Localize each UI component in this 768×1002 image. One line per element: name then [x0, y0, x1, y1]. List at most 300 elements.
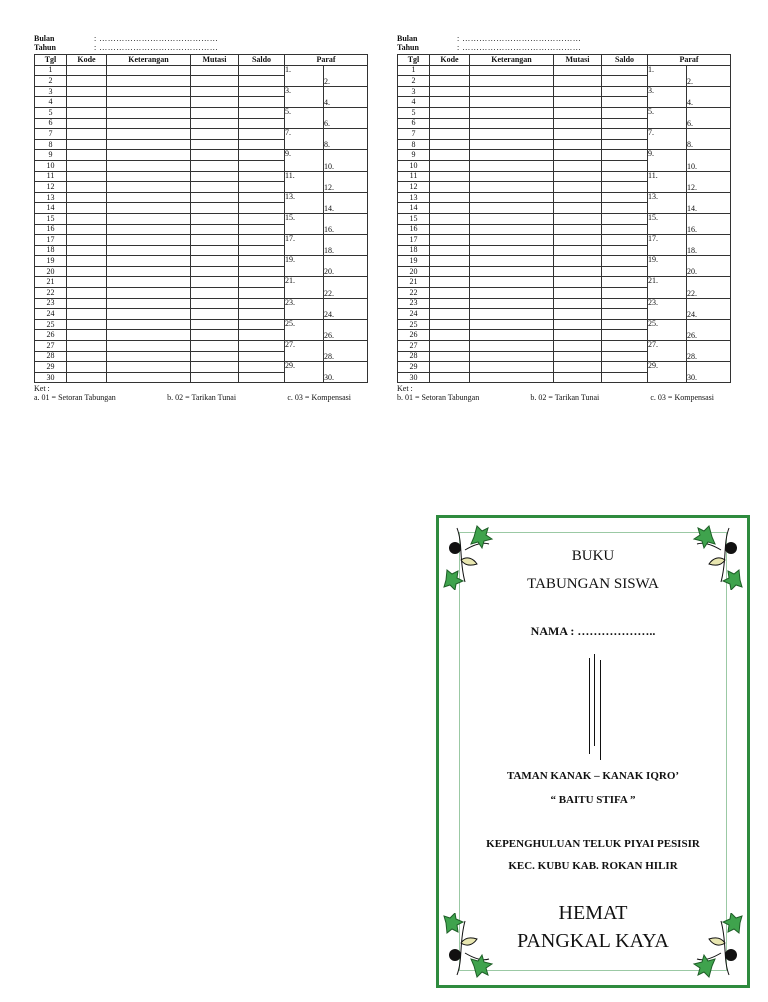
saldo-cell[interactable]	[602, 298, 648, 309]
keterangan-cell[interactable]	[107, 330, 191, 341]
paraf-cell-odd[interactable]: 15.	[648, 213, 687, 234]
kode-cell[interactable]	[430, 86, 470, 97]
keterangan-cell[interactable]	[107, 160, 191, 171]
saldo-cell[interactable]	[602, 107, 648, 118]
keterangan-cell[interactable]	[470, 266, 554, 277]
saldo-cell[interactable]	[239, 330, 285, 341]
mutasi-cell[interactable]	[191, 129, 239, 140]
saldo-cell[interactable]	[602, 139, 648, 150]
saldo-cell[interactable]	[239, 266, 285, 277]
kode-cell[interactable]	[430, 224, 470, 235]
keterangan-cell[interactable]	[470, 160, 554, 171]
kode-cell[interactable]	[430, 182, 470, 193]
saldo-cell[interactable]	[239, 192, 285, 203]
paraf-cell-odd[interactable]: 23.	[285, 298, 324, 319]
saldo-cell[interactable]	[602, 118, 648, 129]
kode-cell[interactable]	[430, 76, 470, 87]
saldo-cell[interactable]	[239, 139, 285, 150]
kode-cell[interactable]	[430, 139, 470, 150]
keterangan-cell[interactable]	[470, 182, 554, 193]
kode-cell[interactable]	[67, 256, 107, 267]
mutasi-cell[interactable]	[191, 171, 239, 182]
mutasi-cell[interactable]	[191, 86, 239, 97]
keterangan-cell[interactable]	[470, 362, 554, 373]
paraf-cell-odd[interactable]: 1.	[648, 65, 687, 86]
saldo-cell[interactable]	[602, 330, 648, 341]
kode-cell[interactable]	[67, 362, 107, 373]
saldo-cell[interactable]	[239, 256, 285, 267]
keterangan-cell[interactable]	[470, 319, 554, 330]
kode-cell[interactable]	[67, 235, 107, 246]
paraf-cell-even[interactable]: 8.	[324, 129, 368, 150]
saldo-cell[interactable]	[602, 362, 648, 373]
kode-cell[interactable]	[67, 192, 107, 203]
kode-cell[interactable]	[67, 76, 107, 87]
keterangan-cell[interactable]	[470, 288, 554, 299]
saldo-cell[interactable]	[602, 182, 648, 193]
paraf-cell-odd[interactable]: 3.	[648, 86, 687, 107]
mutasi-cell[interactable]	[191, 213, 239, 224]
keterangan-cell[interactable]	[107, 65, 191, 76]
mutasi-cell[interactable]	[554, 256, 602, 267]
kode-cell[interactable]	[430, 298, 470, 309]
paraf-cell-odd[interactable]: 13.	[648, 192, 687, 213]
kode-cell[interactable]	[67, 150, 107, 161]
keterangan-cell[interactable]	[107, 118, 191, 129]
paraf-cell-even[interactable]: 26.	[687, 319, 731, 340]
saldo-cell[interactable]	[602, 256, 648, 267]
saldo-cell[interactable]	[602, 86, 648, 97]
kode-cell[interactable]	[67, 86, 107, 97]
paraf-cell-even[interactable]: 2.	[324, 65, 368, 86]
kode-cell[interactable]	[430, 129, 470, 140]
keterangan-cell[interactable]	[470, 256, 554, 267]
keterangan-cell[interactable]	[107, 266, 191, 277]
kode-cell[interactable]	[67, 65, 107, 76]
mutasi-cell[interactable]	[554, 224, 602, 235]
saldo-cell[interactable]	[239, 362, 285, 373]
mutasi-cell[interactable]	[191, 203, 239, 214]
mutasi-cell[interactable]	[554, 351, 602, 362]
paraf-cell-even[interactable]: 6.	[687, 107, 731, 128]
saldo-cell[interactable]	[239, 245, 285, 256]
paraf-cell-even[interactable]: 10.	[687, 150, 731, 171]
paraf-cell-odd[interactable]: 29.	[648, 362, 687, 383]
paraf-cell-odd[interactable]: 17.	[648, 235, 687, 256]
keterangan-cell[interactable]	[470, 192, 554, 203]
keterangan-cell[interactable]	[470, 86, 554, 97]
paraf-cell-odd[interactable]: 29.	[285, 362, 324, 383]
kode-cell[interactable]	[67, 309, 107, 320]
keterangan-cell[interactable]	[107, 351, 191, 362]
paraf-cell-even[interactable]: 14.	[687, 192, 731, 213]
kode-cell[interactable]	[430, 213, 470, 224]
keterangan-cell[interactable]	[107, 86, 191, 97]
kode-cell[interactable]	[67, 129, 107, 140]
kode-cell[interactable]	[430, 277, 470, 288]
kode-cell[interactable]	[430, 203, 470, 214]
saldo-cell[interactable]	[239, 171, 285, 182]
saldo-cell[interactable]	[239, 65, 285, 76]
mutasi-cell[interactable]	[191, 192, 239, 203]
kode-cell[interactable]	[430, 288, 470, 299]
saldo-cell[interactable]	[239, 351, 285, 362]
saldo-cell[interactable]	[239, 182, 285, 193]
kode-cell[interactable]	[67, 351, 107, 362]
saldo-cell[interactable]	[239, 288, 285, 299]
saldo-cell[interactable]	[239, 341, 285, 352]
kode-cell[interactable]	[430, 171, 470, 182]
paraf-cell-even[interactable]: 18.	[324, 235, 368, 256]
keterangan-cell[interactable]	[470, 298, 554, 309]
saldo-cell[interactable]	[239, 160, 285, 171]
paraf-cell-odd[interactable]: 5.	[648, 107, 687, 128]
saldo-cell[interactable]	[602, 266, 648, 277]
kode-cell[interactable]	[430, 107, 470, 118]
paraf-cell-even[interactable]: 12.	[324, 171, 368, 192]
saldo-cell[interactable]	[602, 245, 648, 256]
kode-cell[interactable]	[430, 309, 470, 320]
paraf-cell-odd[interactable]: 21.	[285, 277, 324, 298]
kode-cell[interactable]	[67, 330, 107, 341]
saldo-cell[interactable]	[239, 372, 285, 383]
paraf-cell-odd[interactable]: 9.	[648, 150, 687, 171]
kode-cell[interactable]	[430, 118, 470, 129]
saldo-cell[interactable]	[239, 203, 285, 214]
paraf-cell-odd[interactable]: 23.	[648, 298, 687, 319]
paraf-cell-odd[interactable]: 27.	[285, 341, 324, 362]
keterangan-cell[interactable]	[470, 203, 554, 214]
mutasi-cell[interactable]	[554, 341, 602, 352]
paraf-cell-odd[interactable]: 17.	[285, 235, 324, 256]
kode-cell[interactable]	[67, 341, 107, 352]
saldo-cell[interactable]	[602, 235, 648, 246]
mutasi-cell[interactable]	[191, 150, 239, 161]
saldo-cell[interactable]	[239, 224, 285, 235]
keterangan-cell[interactable]	[107, 139, 191, 150]
mutasi-cell[interactable]	[191, 139, 239, 150]
saldo-cell[interactable]	[602, 192, 648, 203]
mutasi-cell[interactable]	[554, 235, 602, 246]
saldo-cell[interactable]	[602, 372, 648, 383]
paraf-cell-even[interactable]: 24.	[687, 298, 731, 319]
kode-cell[interactable]	[67, 160, 107, 171]
mutasi-cell[interactable]	[554, 160, 602, 171]
keterangan-cell[interactable]	[107, 245, 191, 256]
keterangan-cell[interactable]	[107, 235, 191, 246]
keterangan-cell[interactable]	[107, 309, 191, 320]
saldo-cell[interactable]	[602, 213, 648, 224]
kode-cell[interactable]	[430, 97, 470, 108]
keterangan-cell[interactable]	[470, 341, 554, 352]
kode-cell[interactable]	[430, 245, 470, 256]
kode-cell[interactable]	[430, 362, 470, 373]
paraf-cell-even[interactable]: 4.	[687, 86, 731, 107]
saldo-cell[interactable]	[602, 150, 648, 161]
paraf-cell-odd[interactable]: 7.	[285, 129, 324, 150]
mutasi-cell[interactable]	[191, 107, 239, 118]
mutasi-cell[interactable]	[191, 65, 239, 76]
saldo-cell[interactable]	[239, 235, 285, 246]
mutasi-cell[interactable]	[554, 76, 602, 87]
mutasi-cell[interactable]	[554, 86, 602, 97]
mutasi-cell[interactable]	[191, 362, 239, 373]
paraf-cell-even[interactable]: 4.	[324, 86, 368, 107]
keterangan-cell[interactable]	[107, 298, 191, 309]
kode-cell[interactable]	[67, 245, 107, 256]
paraf-cell-even[interactable]: 24.	[324, 298, 368, 319]
paraf-cell-even[interactable]: 12.	[687, 171, 731, 192]
mutasi-cell[interactable]	[191, 266, 239, 277]
paraf-cell-odd[interactable]: 19.	[285, 256, 324, 277]
mutasi-cell[interactable]	[554, 65, 602, 76]
paraf-cell-even[interactable]: 20.	[687, 256, 731, 277]
paraf-cell-odd[interactable]: 19.	[648, 256, 687, 277]
paraf-cell-even[interactable]: 28.	[687, 341, 731, 362]
paraf-cell-even[interactable]: 22.	[687, 277, 731, 298]
mutasi-cell[interactable]	[191, 341, 239, 352]
saldo-cell[interactable]	[602, 171, 648, 182]
kode-cell[interactable]	[67, 107, 107, 118]
keterangan-cell[interactable]	[470, 245, 554, 256]
paraf-cell-odd[interactable]: 11.	[285, 171, 324, 192]
kode-cell[interactable]	[430, 256, 470, 267]
paraf-cell-odd[interactable]: 15.	[285, 213, 324, 234]
mutasi-cell[interactable]	[191, 330, 239, 341]
mutasi-cell[interactable]	[554, 362, 602, 373]
paraf-cell-even[interactable]: 18.	[687, 235, 731, 256]
keterangan-cell[interactable]	[107, 107, 191, 118]
saldo-cell[interactable]	[602, 203, 648, 214]
paraf-cell-odd[interactable]: 1.	[285, 65, 324, 86]
keterangan-cell[interactable]	[470, 139, 554, 150]
keterangan-cell[interactable]	[107, 288, 191, 299]
keterangan-cell[interactable]	[107, 224, 191, 235]
mutasi-cell[interactable]	[554, 288, 602, 299]
mutasi-cell[interactable]	[554, 309, 602, 320]
mutasi-cell[interactable]	[191, 319, 239, 330]
paraf-cell-even[interactable]: 28.	[324, 341, 368, 362]
saldo-cell[interactable]	[239, 150, 285, 161]
paraf-cell-even[interactable]: 30.	[687, 362, 731, 383]
saldo-cell[interactable]	[602, 160, 648, 171]
mutasi-cell[interactable]	[554, 372, 602, 383]
saldo-cell[interactable]	[239, 277, 285, 288]
kode-cell[interactable]	[67, 288, 107, 299]
paraf-cell-odd[interactable]: 3.	[285, 86, 324, 107]
kode-cell[interactable]	[67, 118, 107, 129]
saldo-cell[interactable]	[602, 309, 648, 320]
mutasi-cell[interactable]	[191, 76, 239, 87]
kode-cell[interactable]	[430, 65, 470, 76]
keterangan-cell[interactable]	[107, 150, 191, 161]
keterangan-cell[interactable]	[107, 277, 191, 288]
keterangan-cell[interactable]	[470, 309, 554, 320]
mutasi-cell[interactable]	[554, 298, 602, 309]
paraf-cell-even[interactable]: 26.	[324, 319, 368, 340]
saldo-cell[interactable]	[239, 107, 285, 118]
mutasi-cell[interactable]	[191, 277, 239, 288]
kode-cell[interactable]	[67, 319, 107, 330]
mutasi-cell[interactable]	[554, 277, 602, 288]
kode-cell[interactable]	[430, 372, 470, 383]
keterangan-cell[interactable]	[107, 97, 191, 108]
mutasi-cell[interactable]	[554, 129, 602, 140]
keterangan-cell[interactable]	[470, 150, 554, 161]
saldo-cell[interactable]	[239, 213, 285, 224]
keterangan-cell[interactable]	[107, 76, 191, 87]
saldo-cell[interactable]	[239, 129, 285, 140]
mutasi-cell[interactable]	[191, 372, 239, 383]
kode-cell[interactable]	[67, 213, 107, 224]
keterangan-cell[interactable]	[470, 171, 554, 182]
mutasi-cell[interactable]	[554, 171, 602, 182]
paraf-cell-odd[interactable]: 13.	[285, 192, 324, 213]
kode-cell[interactable]	[430, 319, 470, 330]
kode-cell[interactable]	[67, 97, 107, 108]
saldo-cell[interactable]	[602, 129, 648, 140]
mutasi-cell[interactable]	[554, 182, 602, 193]
mutasi-cell[interactable]	[191, 97, 239, 108]
paraf-cell-even[interactable]: 20.	[324, 256, 368, 277]
mutasi-cell[interactable]	[191, 288, 239, 299]
saldo-cell[interactable]	[239, 97, 285, 108]
keterangan-cell[interactable]	[107, 319, 191, 330]
mutasi-cell[interactable]	[554, 245, 602, 256]
saldo-cell[interactable]	[239, 76, 285, 87]
mutasi-cell[interactable]	[191, 256, 239, 267]
saldo-cell[interactable]	[602, 351, 648, 362]
mutasi-cell[interactable]	[554, 97, 602, 108]
keterangan-cell[interactable]	[107, 182, 191, 193]
mutasi-cell[interactable]	[554, 107, 602, 118]
keterangan-cell[interactable]	[107, 362, 191, 373]
paraf-cell-even[interactable]: 8.	[687, 129, 731, 150]
kode-cell[interactable]	[67, 266, 107, 277]
saldo-cell[interactable]	[602, 224, 648, 235]
saldo-cell[interactable]	[239, 86, 285, 97]
mutasi-cell[interactable]	[554, 330, 602, 341]
paraf-cell-even[interactable]: 2.	[687, 65, 731, 86]
keterangan-cell[interactable]	[107, 203, 191, 214]
mutasi-cell[interactable]	[191, 298, 239, 309]
saldo-cell[interactable]	[602, 277, 648, 288]
kode-cell[interactable]	[430, 330, 470, 341]
paraf-cell-even[interactable]: 22.	[324, 277, 368, 298]
kode-cell[interactable]	[67, 224, 107, 235]
paraf-cell-odd[interactable]: 25.	[648, 319, 687, 340]
saldo-cell[interactable]	[602, 341, 648, 352]
keterangan-cell[interactable]	[470, 129, 554, 140]
paraf-cell-odd[interactable]: 7.	[648, 129, 687, 150]
kode-cell[interactable]	[430, 150, 470, 161]
paraf-cell-odd[interactable]: 25.	[285, 319, 324, 340]
mutasi-cell[interactable]	[191, 182, 239, 193]
kode-cell[interactable]	[67, 182, 107, 193]
keterangan-cell[interactable]	[470, 213, 554, 224]
saldo-cell[interactable]	[602, 76, 648, 87]
mutasi-cell[interactable]	[554, 203, 602, 214]
keterangan-cell[interactable]	[470, 330, 554, 341]
keterangan-cell[interactable]	[470, 118, 554, 129]
keterangan-cell[interactable]	[107, 171, 191, 182]
paraf-cell-even[interactable]: 14.	[324, 192, 368, 213]
paraf-cell-odd[interactable]: 9.	[285, 150, 324, 171]
keterangan-cell[interactable]	[470, 235, 554, 246]
keterangan-cell[interactable]	[470, 97, 554, 108]
keterangan-cell[interactable]	[470, 107, 554, 118]
kode-cell[interactable]	[67, 372, 107, 383]
saldo-cell[interactable]	[239, 319, 285, 330]
keterangan-cell[interactable]	[107, 256, 191, 267]
kode-cell[interactable]	[67, 277, 107, 288]
saldo-cell[interactable]	[239, 309, 285, 320]
mutasi-cell[interactable]	[554, 139, 602, 150]
paraf-cell-even[interactable]: 16.	[324, 213, 368, 234]
mutasi-cell[interactable]	[191, 245, 239, 256]
keterangan-cell[interactable]	[470, 65, 554, 76]
kode-cell[interactable]	[67, 139, 107, 150]
paraf-cell-even[interactable]: 16.	[687, 213, 731, 234]
mutasi-cell[interactable]	[191, 118, 239, 129]
kode-cell[interactable]	[67, 298, 107, 309]
kode-cell[interactable]	[430, 351, 470, 362]
kode-cell[interactable]	[430, 192, 470, 203]
keterangan-cell[interactable]	[470, 224, 554, 235]
kode-cell[interactable]	[430, 160, 470, 171]
paraf-cell-even[interactable]: 10.	[324, 150, 368, 171]
mutasi-cell[interactable]	[191, 235, 239, 246]
saldo-cell[interactable]	[239, 298, 285, 309]
kode-cell[interactable]	[430, 266, 470, 277]
mutasi-cell[interactable]	[554, 266, 602, 277]
keterangan-cell[interactable]	[107, 341, 191, 352]
paraf-cell-odd[interactable]: 11.	[648, 171, 687, 192]
saldo-cell[interactable]	[602, 288, 648, 299]
mutasi-cell[interactable]	[191, 351, 239, 362]
saldo-cell[interactable]	[602, 319, 648, 330]
keterangan-cell[interactable]	[107, 372, 191, 383]
keterangan-cell[interactable]	[107, 129, 191, 140]
keterangan-cell[interactable]	[470, 372, 554, 383]
paraf-cell-odd[interactable]: 21.	[648, 277, 687, 298]
mutasi-cell[interactable]	[554, 150, 602, 161]
paraf-cell-odd[interactable]: 27.	[648, 341, 687, 362]
mutasi-cell[interactable]	[554, 213, 602, 224]
keterangan-cell[interactable]	[470, 76, 554, 87]
kode-cell[interactable]	[430, 235, 470, 246]
paraf-cell-odd[interactable]: 5.	[285, 107, 324, 128]
saldo-cell[interactable]	[602, 97, 648, 108]
kode-cell[interactable]	[430, 341, 470, 352]
saldo-cell[interactable]	[239, 118, 285, 129]
mutasi-cell[interactable]	[191, 309, 239, 320]
paraf-cell-even[interactable]: 30.	[324, 362, 368, 383]
keterangan-cell[interactable]	[470, 351, 554, 362]
kode-cell[interactable]	[67, 203, 107, 214]
kode-cell[interactable]	[67, 171, 107, 182]
paraf-cell-even[interactable]: 6.	[324, 107, 368, 128]
keterangan-cell[interactable]	[107, 192, 191, 203]
keterangan-cell[interactable]	[107, 213, 191, 224]
mutasi-cell[interactable]	[554, 192, 602, 203]
keterangan-cell[interactable]	[470, 277, 554, 288]
mutasi-cell[interactable]	[191, 160, 239, 171]
mutasi-cell[interactable]	[191, 224, 239, 235]
saldo-cell[interactable]	[602, 65, 648, 76]
mutasi-cell[interactable]	[554, 118, 602, 129]
mutasi-cell[interactable]	[554, 319, 602, 330]
